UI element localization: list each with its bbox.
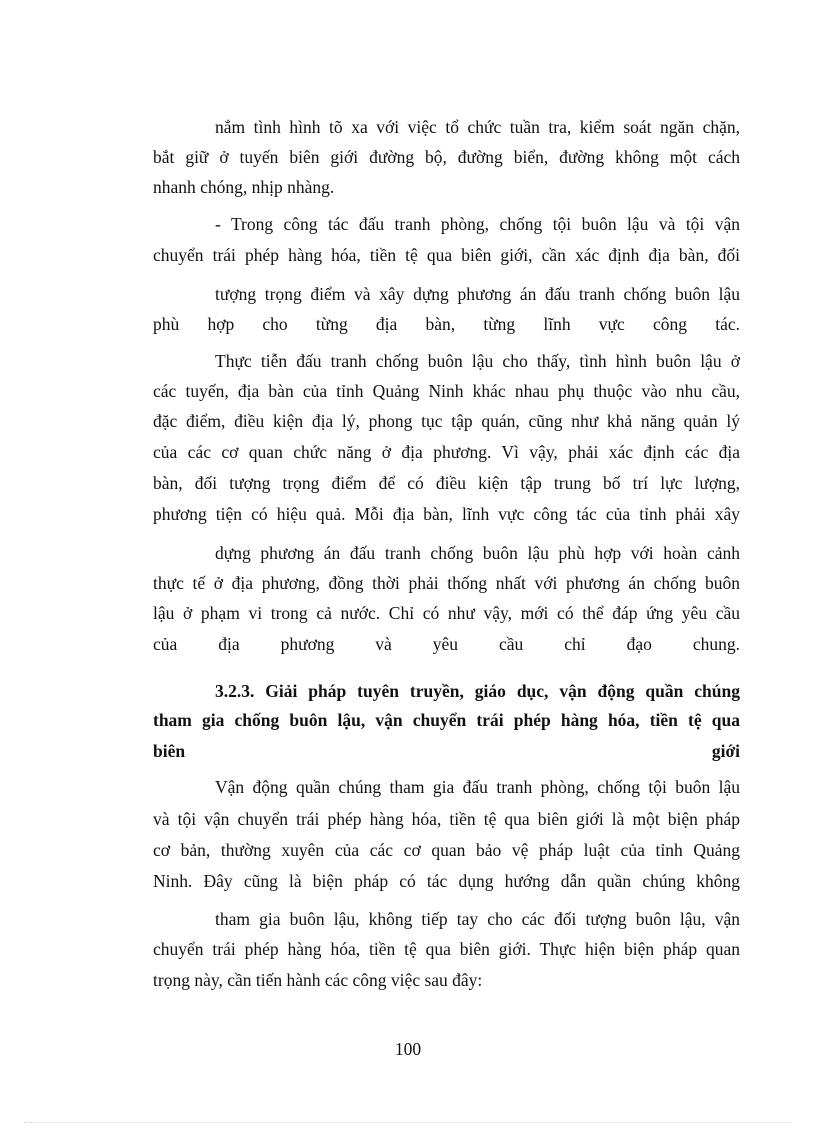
text-line: phương tiện có hiệu quả. Mỗi địa bàn, lĩnh vực công tác của tỉnh phải xây	[153, 504, 740, 524]
text-line: nắm tình hình tõ xa với việc tổ chức tuần tra, kiểm soát ngăn chặn,	[215, 117, 740, 137]
text-line: Thực tiễn đấu tranh chống buôn lậu cho thấy, tình hình buôn lậu ở	[215, 351, 740, 371]
text-line: nhanh chóng, nhịp nhàng.	[153, 177, 335, 197]
text-line: và tội vận chuyển trái phép hàng hóa, tiền tệ qua biên giới là một biện pháp	[153, 809, 740, 829]
text-line: dựng phương án đấu tranh chống buôn lậu phù hợp với hoàn cảnh	[215, 543, 740, 563]
text-line: của địa phương và yêu cầu chỉ đạo chung.	[153, 634, 740, 654]
text-line: - Trong công tác đấu tranh phòng, chống tội buôn lậu và tội vận	[215, 214, 740, 234]
text-line: lậu ở phạm vi trong cả nước. Chỉ có như vậy, mới có thể đáp ứng yêu cầu	[153, 603, 740, 623]
text-line: Ninh. Đây cũng là biện pháp có tác dụng hướng dẫn quần chúng không	[153, 871, 740, 891]
text-line: phù hợp cho từng địa bàn, từng lĩnh vực công tác.	[153, 314, 740, 334]
section-heading-line: biên giới	[153, 741, 740, 761]
text-line: thực tế ở địa phương, đồng thời phải thống nhất với phương án chống buôn	[153, 573, 740, 593]
page-number: 100	[394, 1039, 422, 1059]
text-line: trọng này, cần tiến hành các công việc sau đây:	[153, 970, 483, 990]
text-line: tham gia buôn lậu, không tiếp tay cho các đối tượng buôn lậu, vận	[215, 909, 740, 929]
text-line: Vận động quần chúng tham gia đấu tranh phòng, chống tội buôn lậu	[215, 777, 740, 797]
text-line: của các cơ quan chức năng ở địa phương. Vì vậy, phải xác định các địa	[153, 442, 740, 462]
section-heading-line: tham gia chống buôn lậu, vận chuyển trái phép hàng hóa, tiền tệ qua	[153, 710, 740, 730]
text-line: bàn, đối tượng trọng điểm để có điều kiện tập trung bố trí lực lượng,	[153, 473, 740, 493]
text-line: đặc điểm, điều kiện địa lý, phong tục tập quán, cũng như khả năng quản lý	[153, 411, 740, 431]
text-line: chuyển trái phép hàng hóa, tiền tệ qua biên giới. Thực hiện biện pháp quan	[153, 939, 740, 959]
text-line: cơ bản, thường xuyên của các cơ quan bảo vệ pháp luật của tỉnh Quảng	[153, 840, 740, 860]
text-line: chuyển trái phép hàng hóa, tiền tệ qua biên giới, cần xác định địa bàn, đối	[153, 245, 740, 265]
text-line: các tuyến, địa bàn của tỉnh Quảng Ninh khác nhau phụ thuộc vào nhu cầu,	[153, 381, 740, 401]
text-line: tượng trọng điểm và xây dựng phương án đấu tranh chống buôn lậu	[215, 284, 740, 304]
section-heading-line: 3.2.3. Giải pháp tuyên truyền, giáo dục, vận động quần chúng	[215, 681, 740, 701]
text-line: bắt giữ ở tuyến biên giới đường bộ, đường biển, đường không một cách	[153, 147, 740, 167]
